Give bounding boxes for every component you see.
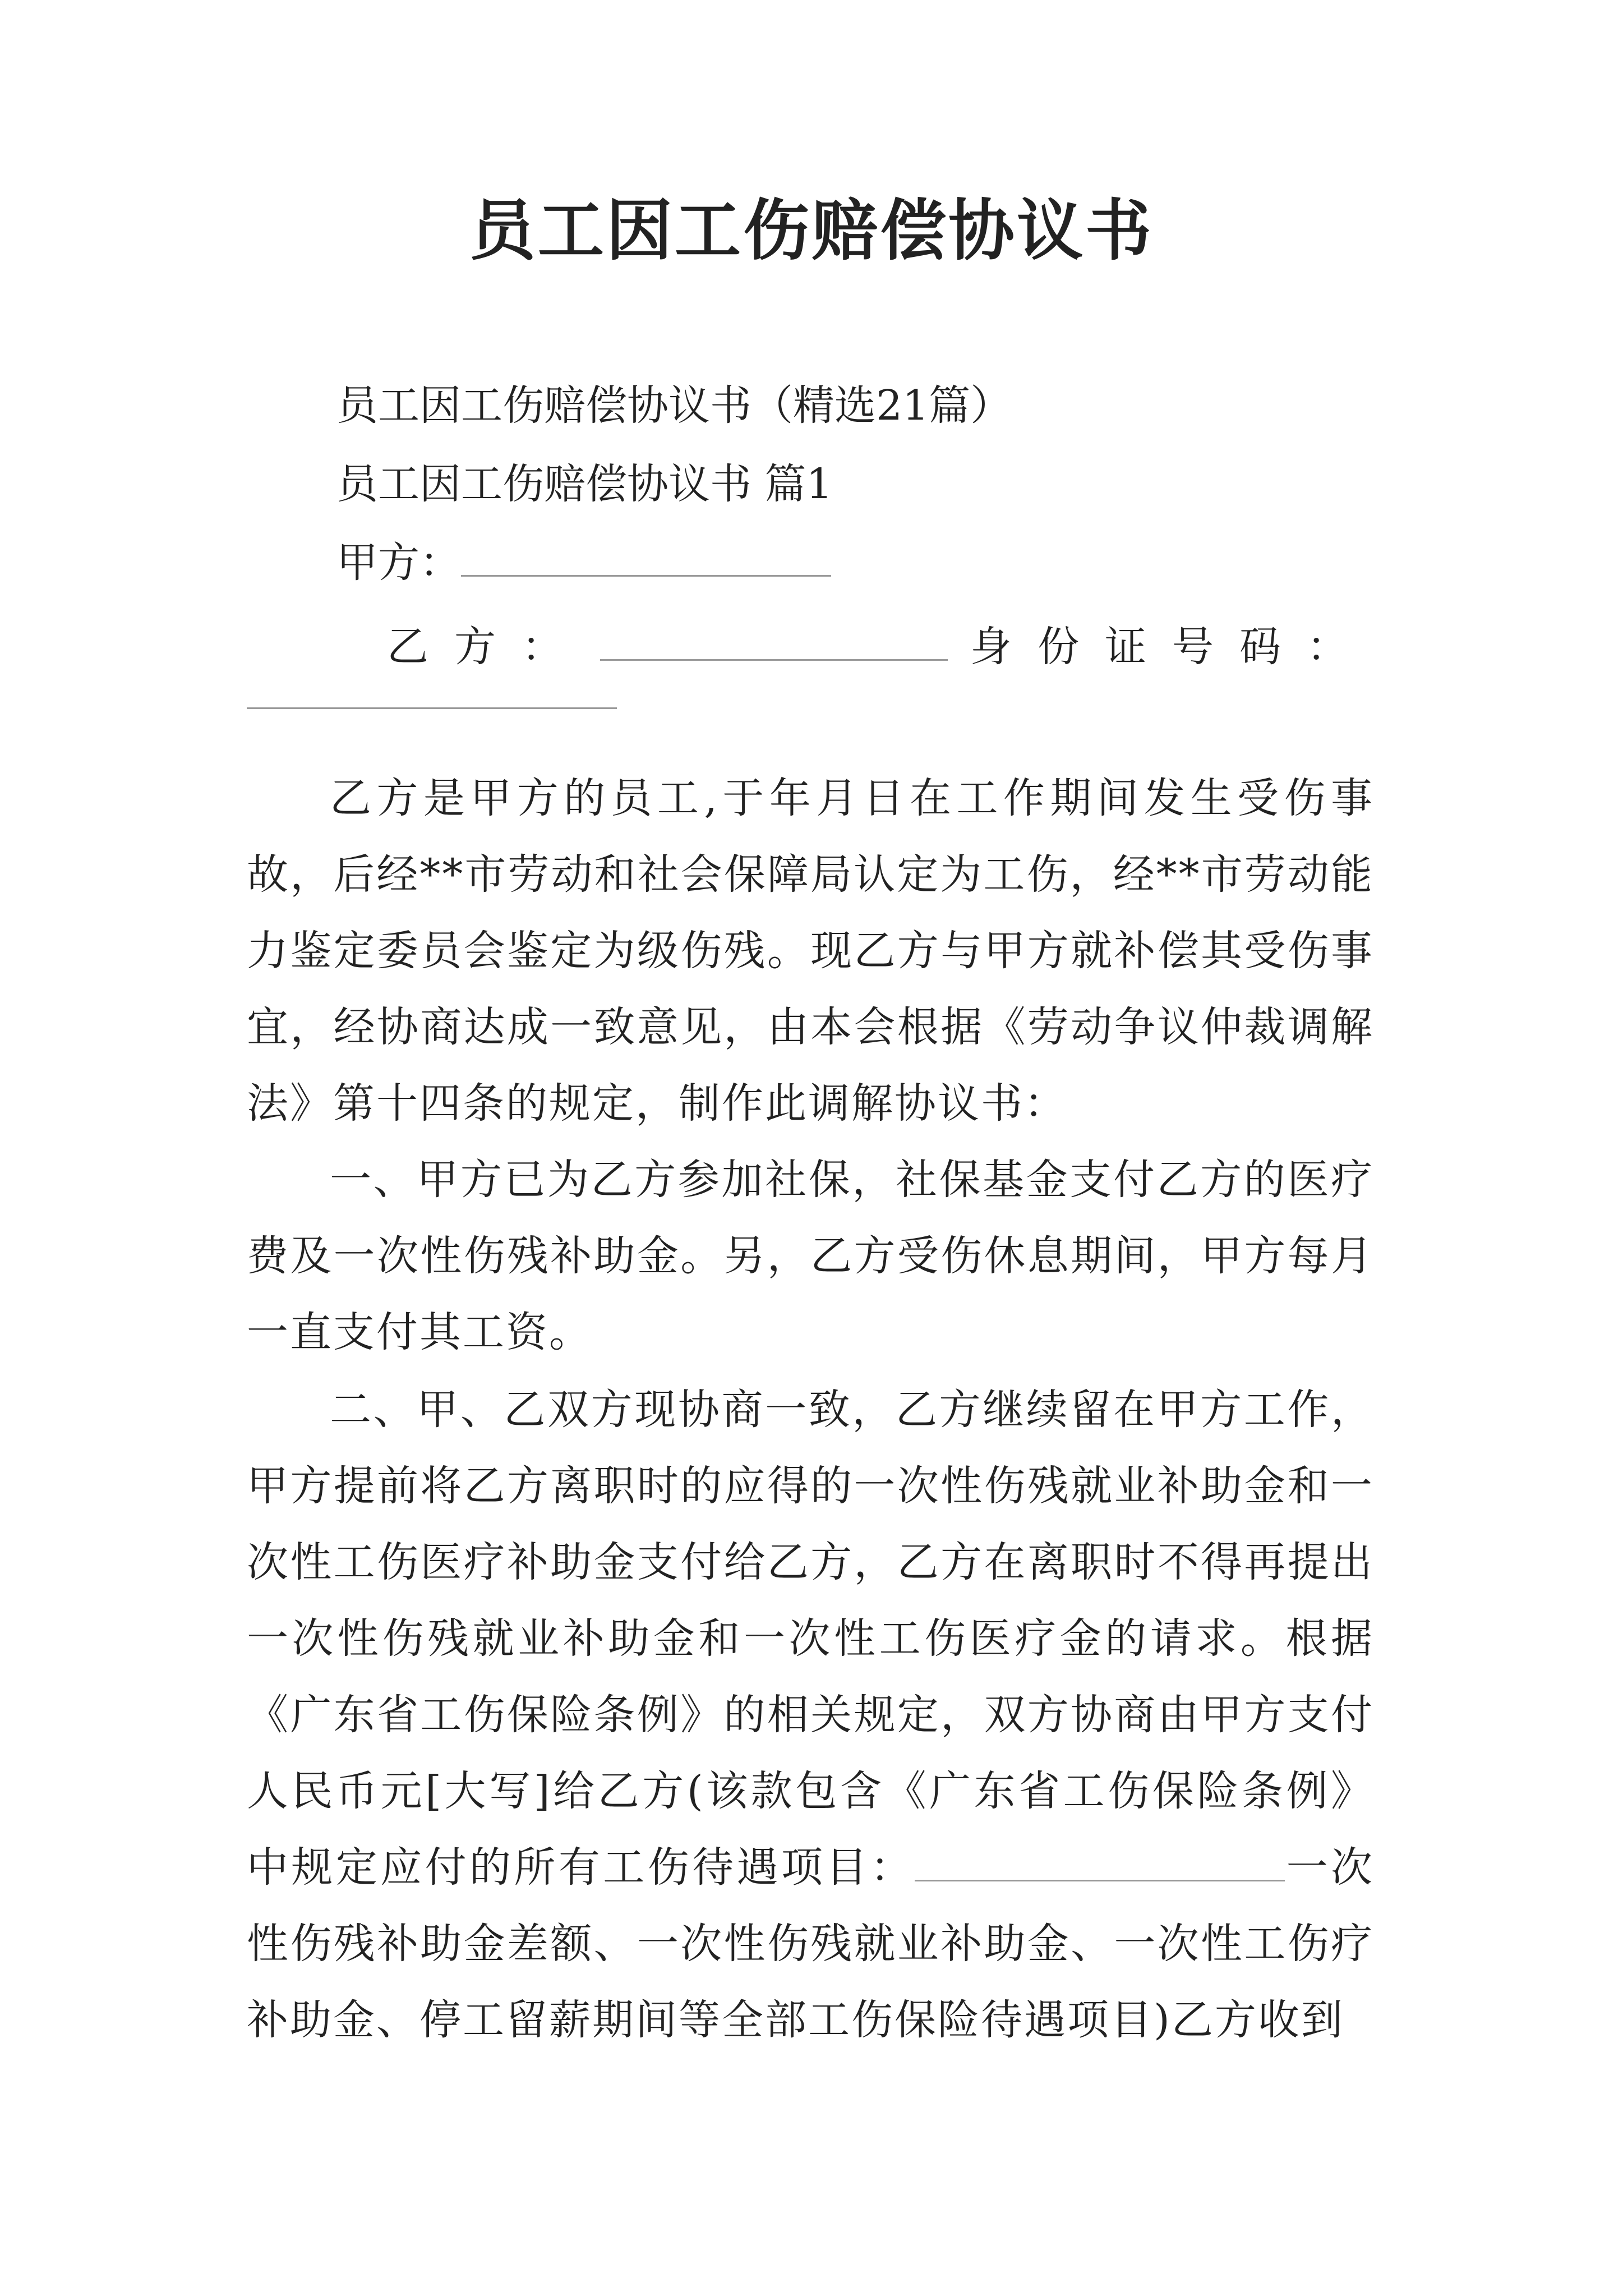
section-heading: 员工因工伤赔偿协议书 篇1 <box>336 460 833 508</box>
document-subtitle: 员工因工伤赔偿协议书（精选21篇） <box>336 381 1012 430</box>
party-a-label: 甲方： <box>336 539 461 587</box>
id-number-label: 身份证号码： <box>970 623 1374 671</box>
party-b-line <box>387 609 1374 685</box>
party-b-label: 乙方： <box>387 623 589 671</box>
clause-two-text-part1: 二、甲、乙双方现协商一致，乙方继续留在甲方工作，甲方提前将乙方离职时的应得的一次性伤残就业补助金和一次性工伤医疗补助金支付给乙方，乙方在离职时不得再提出一次性伤残就业补助金和一次性工伤医疗金的请求。根据《广东省工伤保险条例》的相关规定，双方协商由甲方支付人民币元[大写]给乙方(该款包含《广东省工伤保险条例》中规定应付的所有工伤待遇项目： <box>247 1386 1374 1892</box>
clause-two-paragraph <box>247 1372 1374 2058</box>
clause-one-paragraph: 一、甲方已为乙方参加社保，社保基金支付乙方的医疗费及一次性伤残补助金。另，乙方受伤休息期间，甲方每月一直支付其工资。 <box>247 1156 1374 1356</box>
intro-paragraph: 乙方是甲方的员工,于年月日在工作期间发生受伤事故，后经**市劳动和社会保障局认定为工伤，经**市劳动能力鉴定委员会鉴定为级伤残。现乙方与甲方就补偿其受伤事宜，经协商达成一致意见，由本会根据《劳动争议仲裁调解法》第十四条的规定，制作此调解协议书： <box>247 774 1374 1128</box>
clause-two-blank <box>915 1841 1285 1881</box>
document-title: 员工因工伤赔偿协议书 <box>469 191 1154 269</box>
party-b-blank <box>600 620 948 661</box>
id-number-blank <box>247 704 617 709</box>
party-a-blank <box>461 536 831 577</box>
clause-two-text-part2: 一次性伤残补助金差额、一次性伤残就业补助金、一次性工伤疗补助金、停工留薪期间等全部工伤保险待遇项目)乙方收到 <box>247 1843 1375 2044</box>
party-a-line <box>336 524 1464 601</box>
